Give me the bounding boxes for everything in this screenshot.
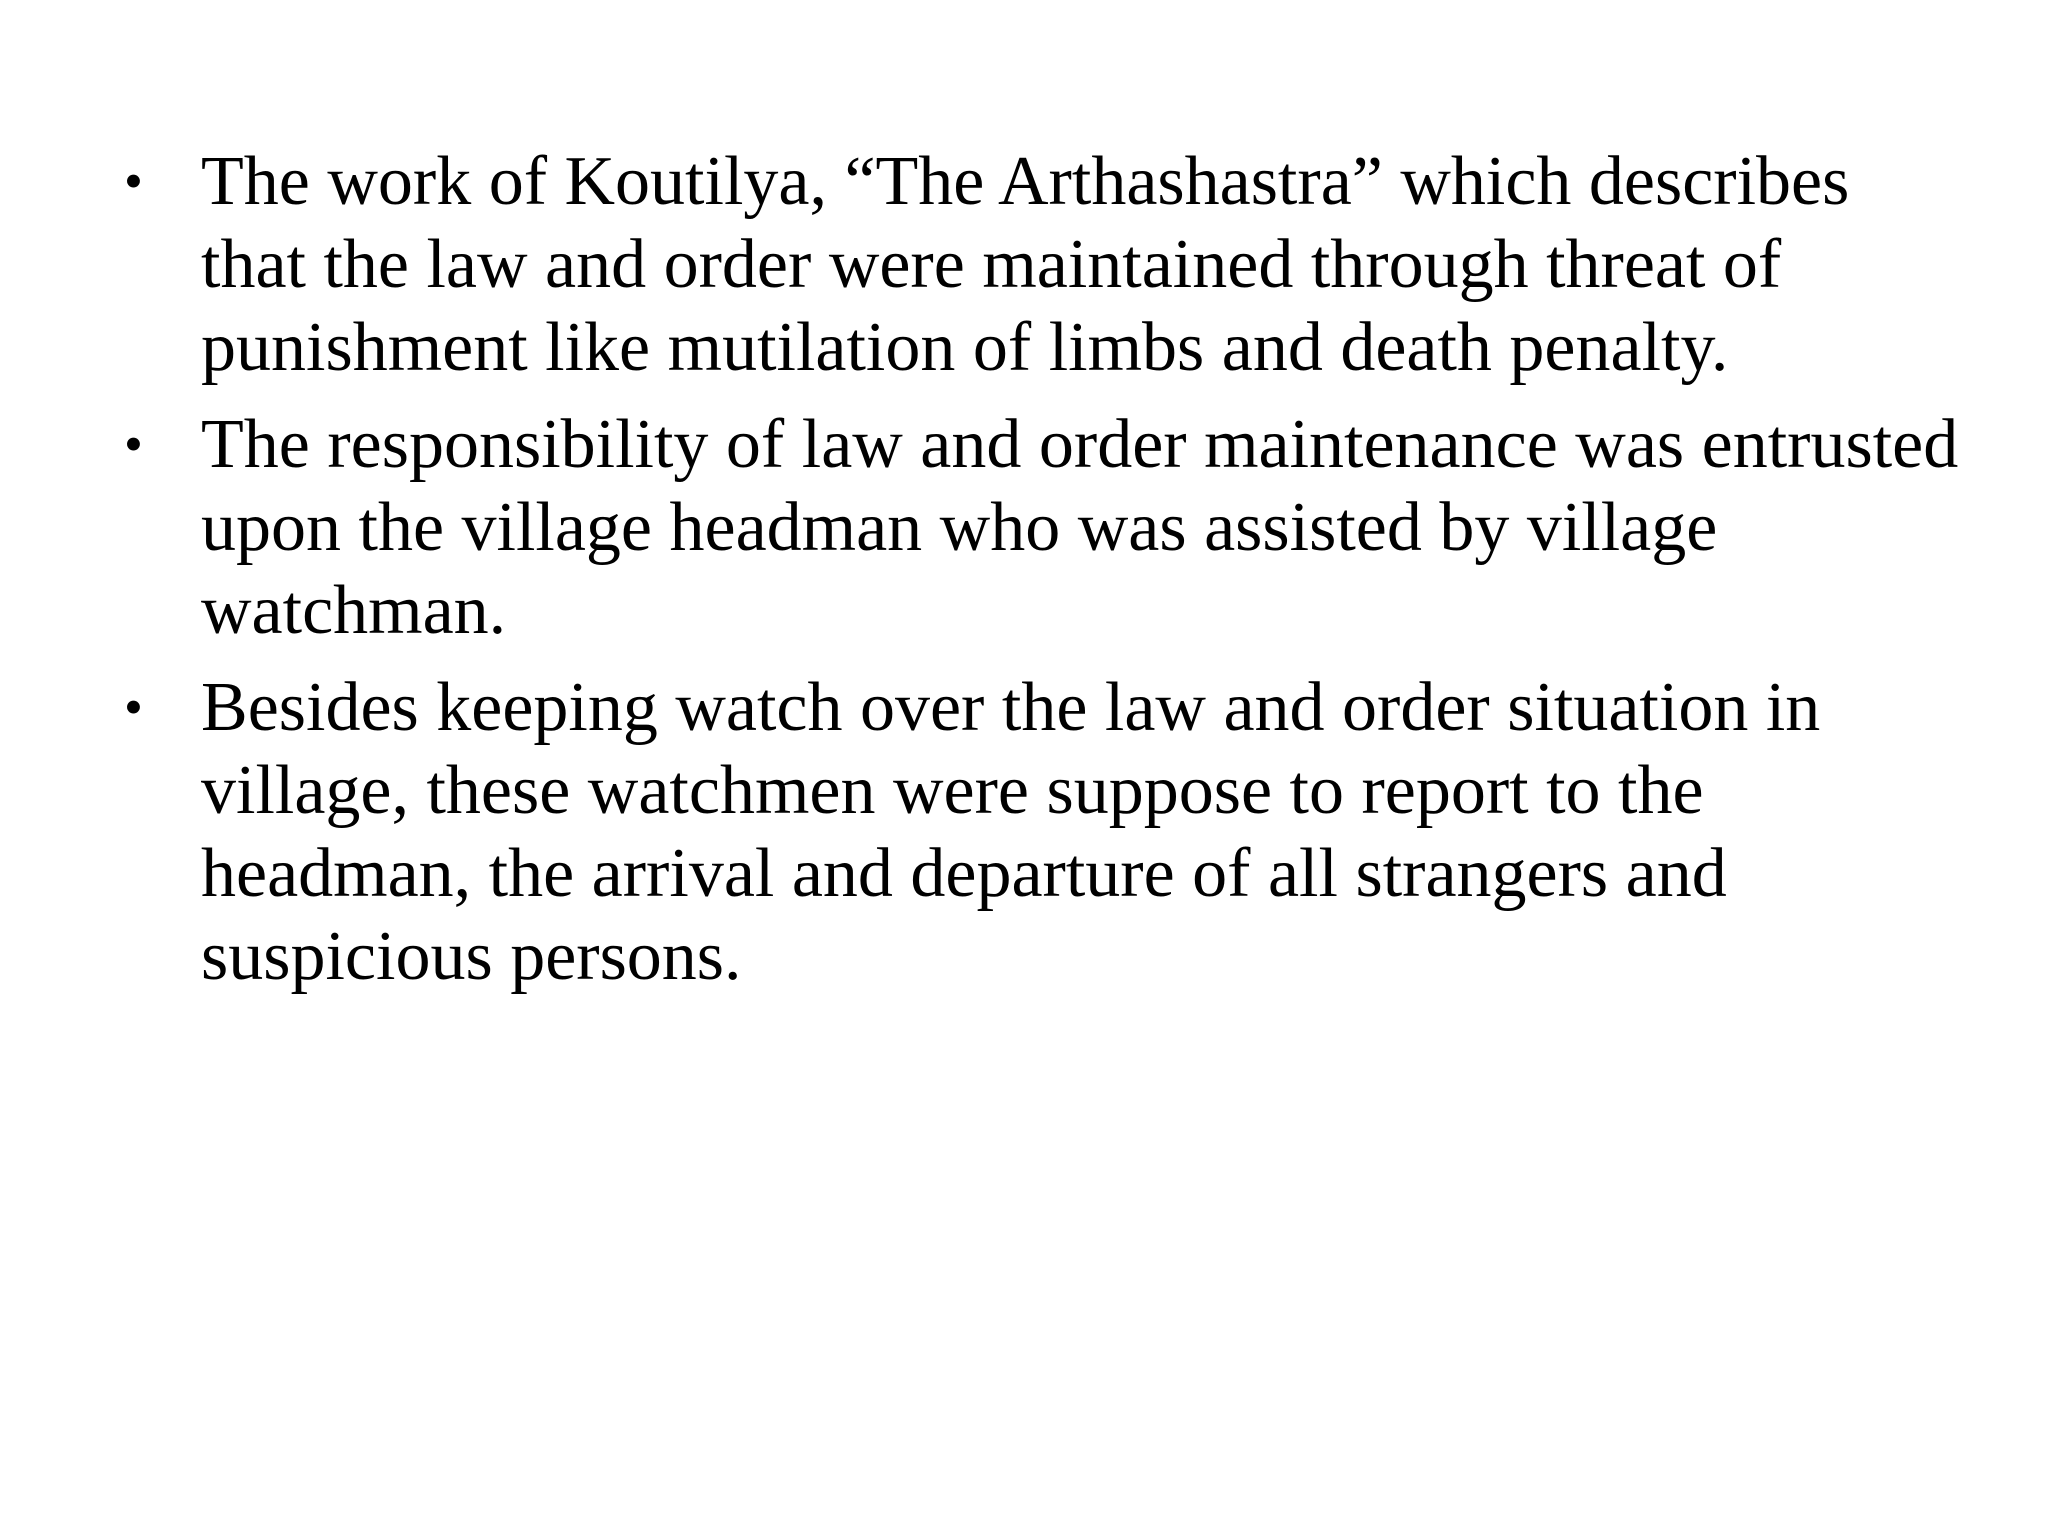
bullet-item-3 (120, 666, 1980, 998)
text-line: upon the village headman who was assisted by village (201, 489, 1718, 566)
text-line: village, these watchmen were suppose to report to the (201, 752, 1704, 829)
bullet-icon: • (124, 414, 143, 474)
bullet-text (201, 666, 1980, 998)
text-line: that the law and order were maintained through threat of (201, 226, 1782, 303)
text-line: headman, the arrival and departure of all strangers and (201, 835, 1727, 912)
bullet-icon: • (124, 677, 143, 737)
bullet-list (120, 140, 1980, 1012)
text-line: The responsibility of law and order maintenance was entrusted (201, 406, 1959, 483)
bullet-item-2 (120, 403, 1980, 652)
text-line: watchman. (201, 572, 507, 649)
text-line: suspicious persons. (201, 918, 742, 995)
text-line: The work of Koutilya, “The Arthashastra” which describes (201, 143, 1850, 220)
bullet-item-1 (120, 140, 1980, 389)
text-line: Besides keeping watch over the law and order situation in (201, 669, 1821, 746)
bullet-text (201, 140, 1980, 389)
bullet-text (201, 403, 1980, 652)
text-line: punishment like mutilation of limbs and death penalty. (201, 309, 1729, 386)
bullet-icon: • (124, 151, 143, 211)
